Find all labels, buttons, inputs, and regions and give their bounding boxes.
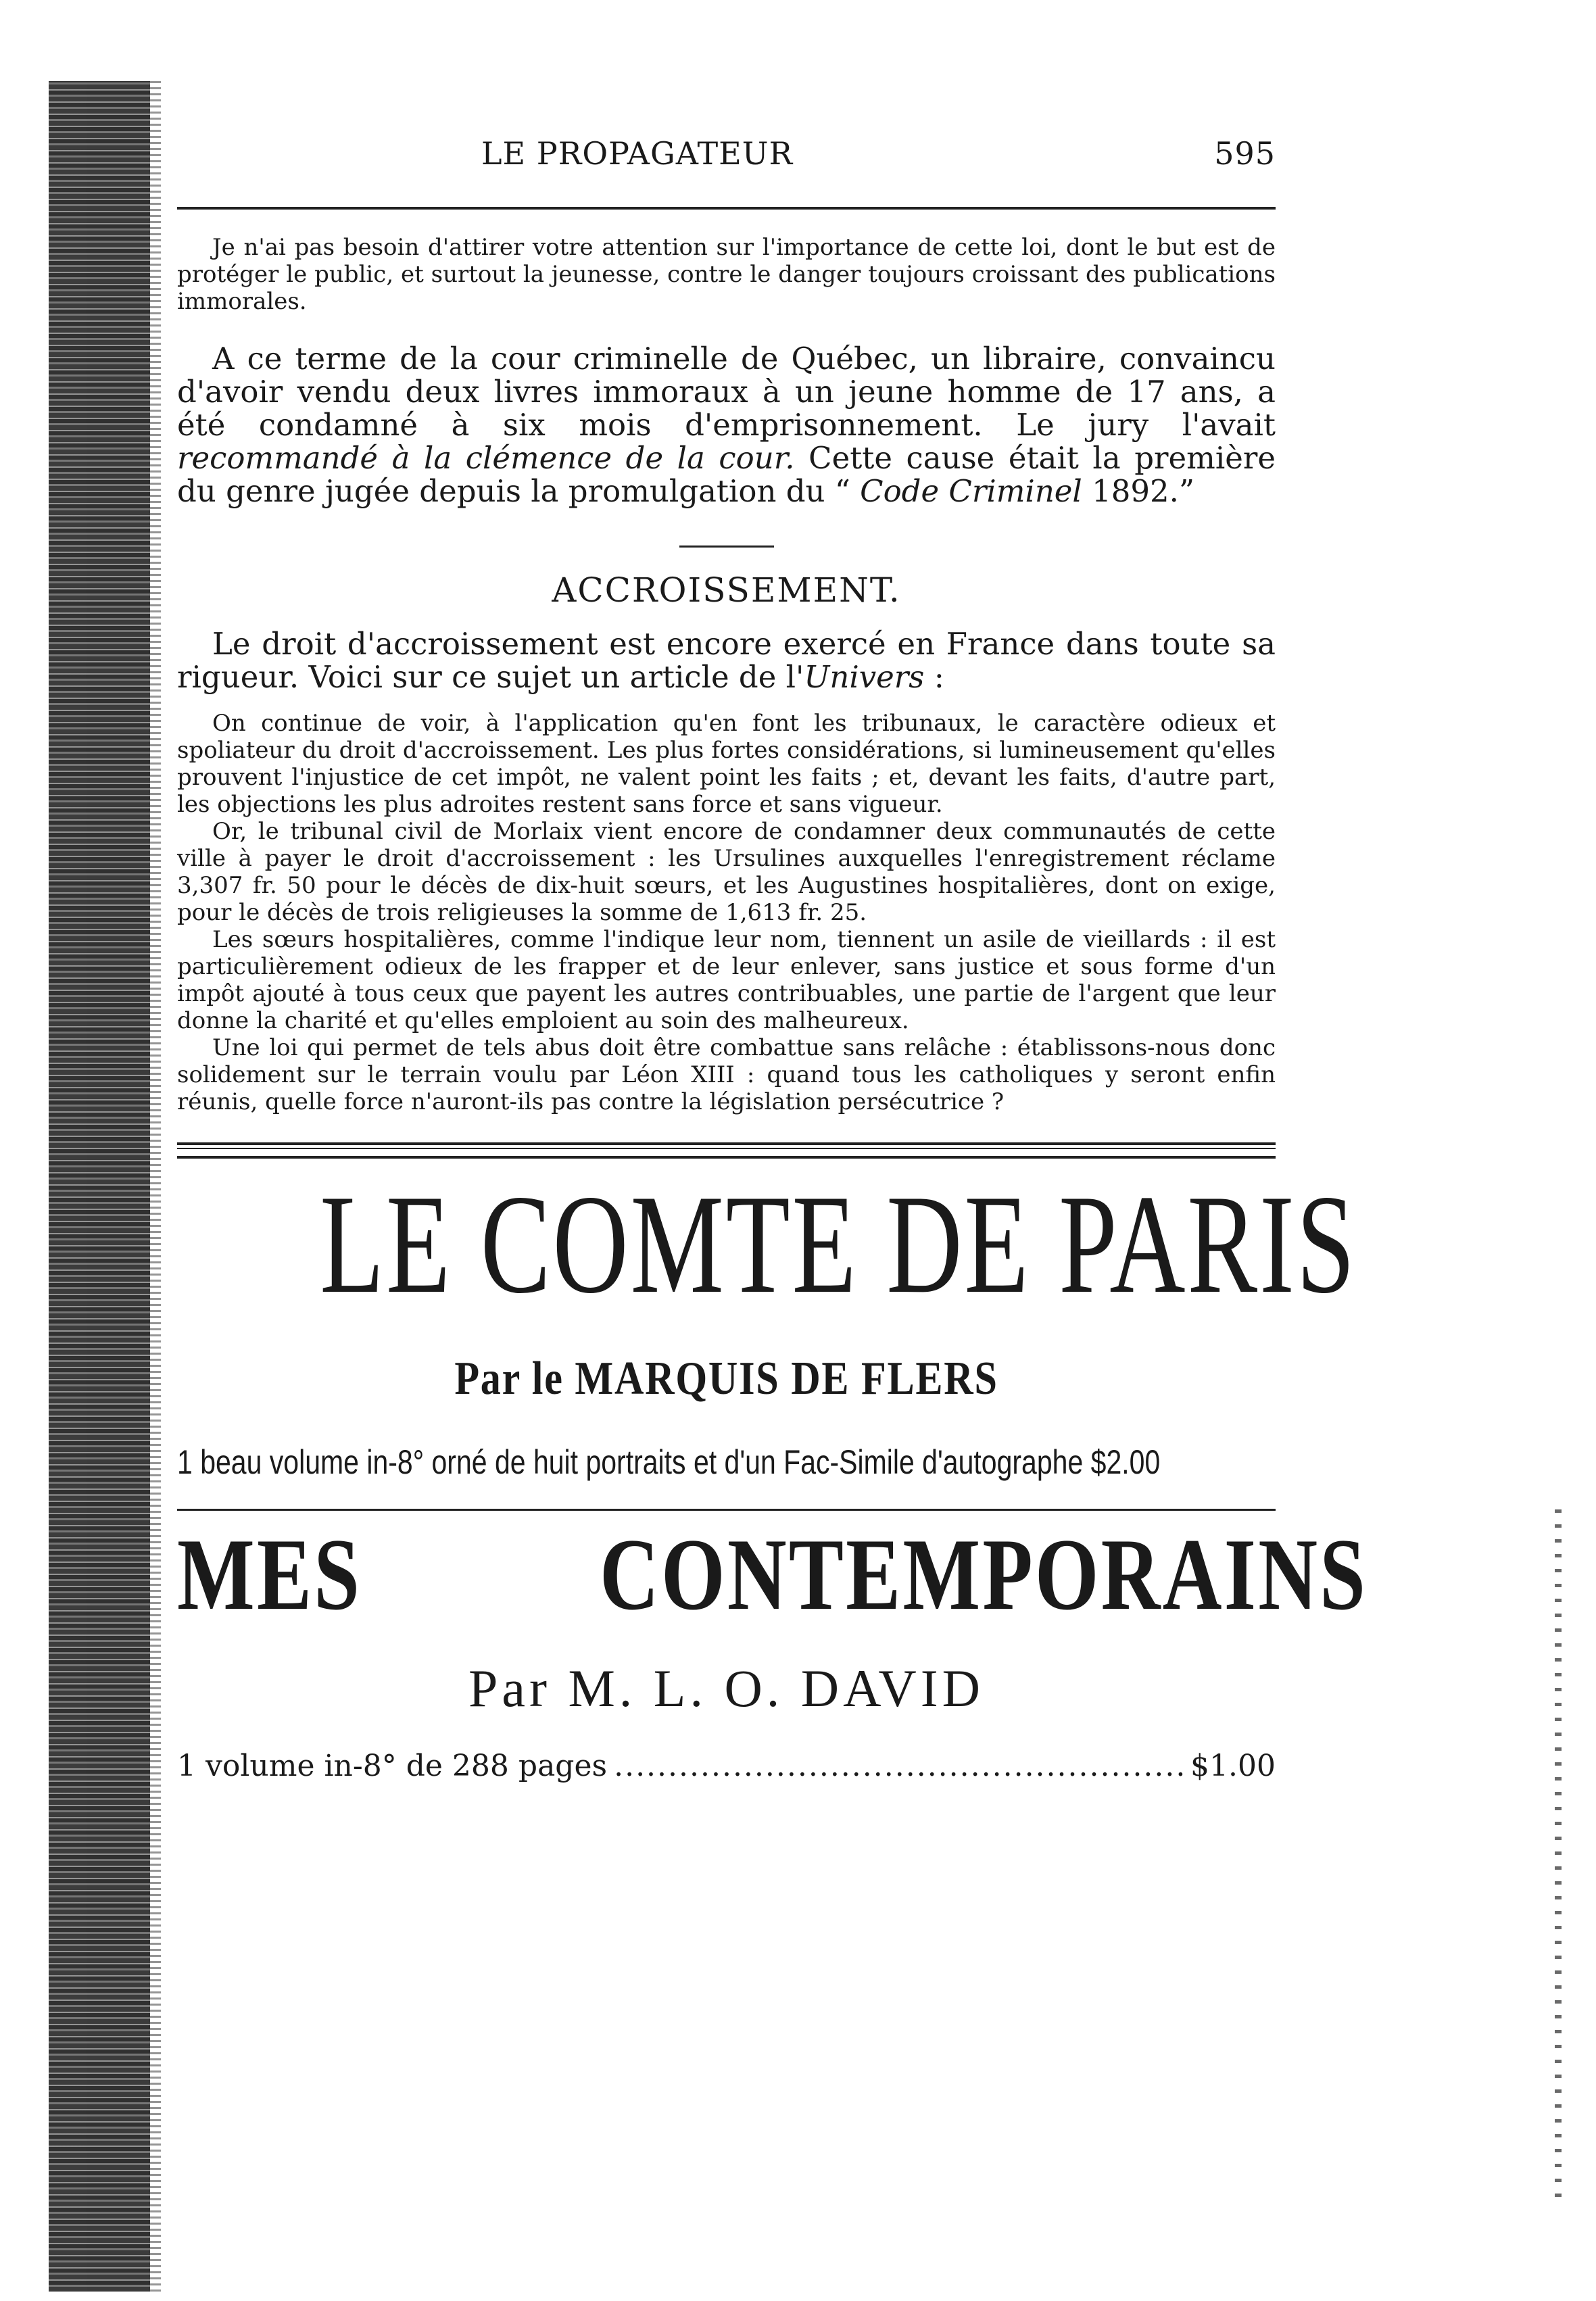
news-text-3: 1892.” [1082, 473, 1194, 509]
quote-paragraph: Les sœurs hospitalières, comme l'indique leur nom, tiennent un asile de vieillards : il est particulièrement odieux de les frapper et de leur enlever, sans justice et sous forme d'un impôt ajouté à tous ceux que payent les autres contribuables, une partie de l'argent que leur donne la charité et qu'elles emploient au soin des malheureux. [177, 926, 1276, 1034]
source-name: Univers [804, 659, 925, 695]
quote-paragraph: Or, le tribunal civil de Morlaix vient encore de condamner deux communautés de cette ville à payer le droit d'accroissement : les Ursulines auxquelles l'enregistrement réclame 3,307 fr. 50 pour le décès de dix-huit sœurs, et les Augustines hospitalières, dont on exige, pour le décès de trois religieuses la somme de 1,613 fr. 25. [177, 818, 1276, 926]
news-paragraph [177, 342, 1276, 508]
quote-paragraph: Une loi qui permet de tels abus doit être combattue sans relâche : établissons-nous donc solidement sur le terrain voulu par Léon XIII : quand tous les catholiques y seront enfin réunis, quelle force n'auront-ils pas contre la législation persécutrice ? [177, 1034, 1276, 1115]
running-title: LE PROPAGATEUR [481, 135, 794, 172]
advertisement-rule [177, 1142, 1276, 1159]
code-title: Code Criminel [860, 473, 1082, 509]
ad-description-text: 1 volume in-8° de 288 pages [177, 1749, 608, 1783]
quote-paragraph: On continue de voir, à l'application qu'en font les tribunaux, le caractère odieux et spoliateur du droit d'accroissement. Les plus fortes considérations, si lumineusement qu'elles prouvent l'injustice de cet impôt, ne valent point les faits ; et, devant les faits, d'autre part, les objections les plus adroites restent sans force et sans vigueur. [177, 710, 1276, 818]
ad-price: $1.00 [1190, 1749, 1276, 1783]
section-heading: ACCROISSEMENT. [552, 571, 901, 610]
news-text-1: A ce terme de la cour criminelle de Québec, un libraire, convaincu d'avoir vendu deux livres immoraux à un jeune homme de 17 ans, a été condamné à six mois d'emprisonnement. Le jury l'avait [177, 341, 1276, 443]
ad-book-description-2 [177, 1749, 1276, 1783]
quoted-article [177, 710, 1276, 1115]
ad-title-word-1: MES [177, 1518, 362, 1631]
running-head [177, 128, 1276, 176]
ad-book-title: LE COMTE DE PARIS [320, 1166, 1357, 1323]
ad-book-author: Par le MARQUIS DE FLERS [454, 1353, 998, 1405]
ad-book-description: 1 beau volume in-8° orné de huit portraits et d'un Fac-Simile d'autographe $2.00 [177, 1443, 1161, 1481]
news-text-2: Cette cause était la première du genre jugée depuis la promulgation du “ [177, 440, 1276, 509]
section-intro-text: Le droit d'accroissement est encore exercé en France dans toute sa rigueur. Voici sur ce sujet un article de l' [177, 626, 1276, 695]
ad-title-word-2: CONTEMPORAINS [600, 1518, 1368, 1631]
header-rule [177, 207, 1276, 210]
ad-book-author-2: Par M. L. O. DAVID [468, 1659, 985, 1718]
section-intro-colon: : [924, 659, 944, 695]
page-number: 595 [1214, 135, 1276, 172]
dot-leader [614, 1749, 1184, 1783]
document-page [177, 128, 1368, 1783]
page-edge-mark [1555, 1507, 1562, 2197]
ad-book-title-2 [177, 1518, 1368, 1631]
intro-note: Je n'ai pas besoin d'attirer votre attention sur l'importance de cette loi, dont le but est de protéger le public, et surtout la jeunesse, contre le danger toujours croissant des publications immorales. [177, 234, 1276, 315]
binding-edge [49, 81, 150, 2292]
section-intro [177, 627, 1276, 694]
section-divider [679, 546, 774, 548]
ad-separator-rule [177, 1509, 1276, 1511]
news-emphasis: recommandé à la clémence de la cour. [177, 440, 795, 476]
